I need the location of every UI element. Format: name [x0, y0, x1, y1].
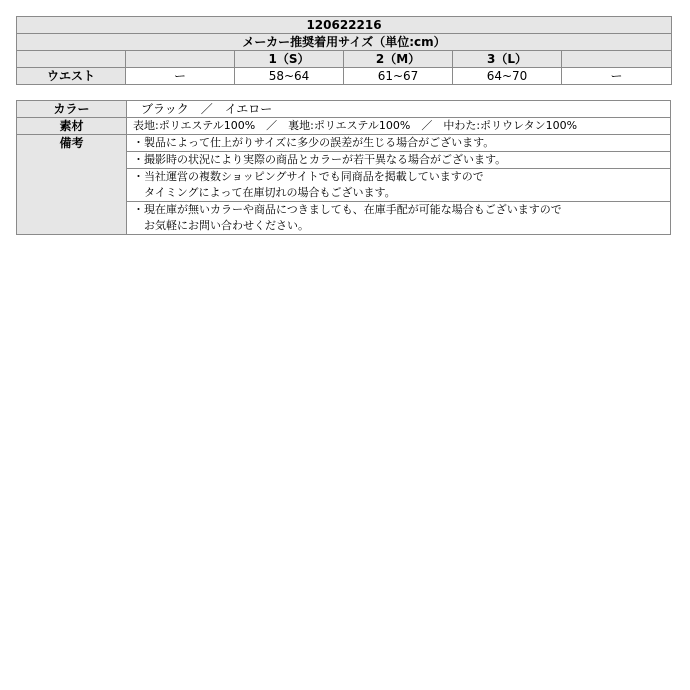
material-row [17, 118, 671, 135]
size-chart-table [16, 16, 672, 85]
color-row [17, 101, 671, 118]
waist-row [17, 68, 672, 85]
waist-label: ウエスト [17, 68, 126, 85]
waist-value: 61~67 [344, 68, 453, 85]
size-header-s: 1（S） [235, 51, 344, 68]
size-header-cell [126, 51, 235, 68]
note-item [127, 202, 671, 235]
note-item [127, 169, 671, 202]
waist-value: 58~64 [235, 68, 344, 85]
note-text: ・製品によって仕上がりサイズに多少の誤差が生じる場合がございます。 [133, 136, 495, 149]
note-item [127, 135, 671, 152]
waist-value: ー [126, 68, 235, 85]
waist-value: 64~70 [453, 68, 562, 85]
size-chart-title: メーカー推奨着用サイズ（単位:cm） [17, 34, 672, 51]
size-header-row [17, 51, 672, 68]
note-text: ・現在庫が無いカラーや商品につきましても、在庫手配が可能な場合もございますので [133, 203, 562, 216]
size-header-cell [17, 51, 126, 68]
notes-row [17, 135, 671, 152]
product-code: 120622216 [17, 17, 672, 34]
note-text: お気軽にお問い合わせください。 [133, 219, 309, 232]
size-header-cell [562, 51, 672, 68]
waist-value: ー [562, 68, 672, 85]
material-label: 素材 [17, 118, 127, 135]
note-text: ・当社運営の複数ショッピングサイトでも同商品を掲載していますので [133, 170, 484, 183]
note-text: ・撮影時の状況により実際の商品とカラーが若干異なる場合がございます。 [133, 153, 507, 166]
note-item [127, 152, 671, 169]
material-value: 表地:ポリエステル100% ／ 裏地:ポリエステル100% ／ 中わた:ポリウレタン100% [127, 118, 671, 135]
product-info-table [16, 100, 671, 235]
size-header-m: 2（M） [344, 51, 453, 68]
color-value: ブラック ／ イエロー [127, 101, 671, 118]
notes-label: 備考 [17, 135, 127, 235]
note-text: タイミングによって在庫切れの場合もございます。 [133, 186, 396, 199]
color-label: カラー [17, 101, 127, 118]
size-header-l: 3（L） [453, 51, 562, 68]
